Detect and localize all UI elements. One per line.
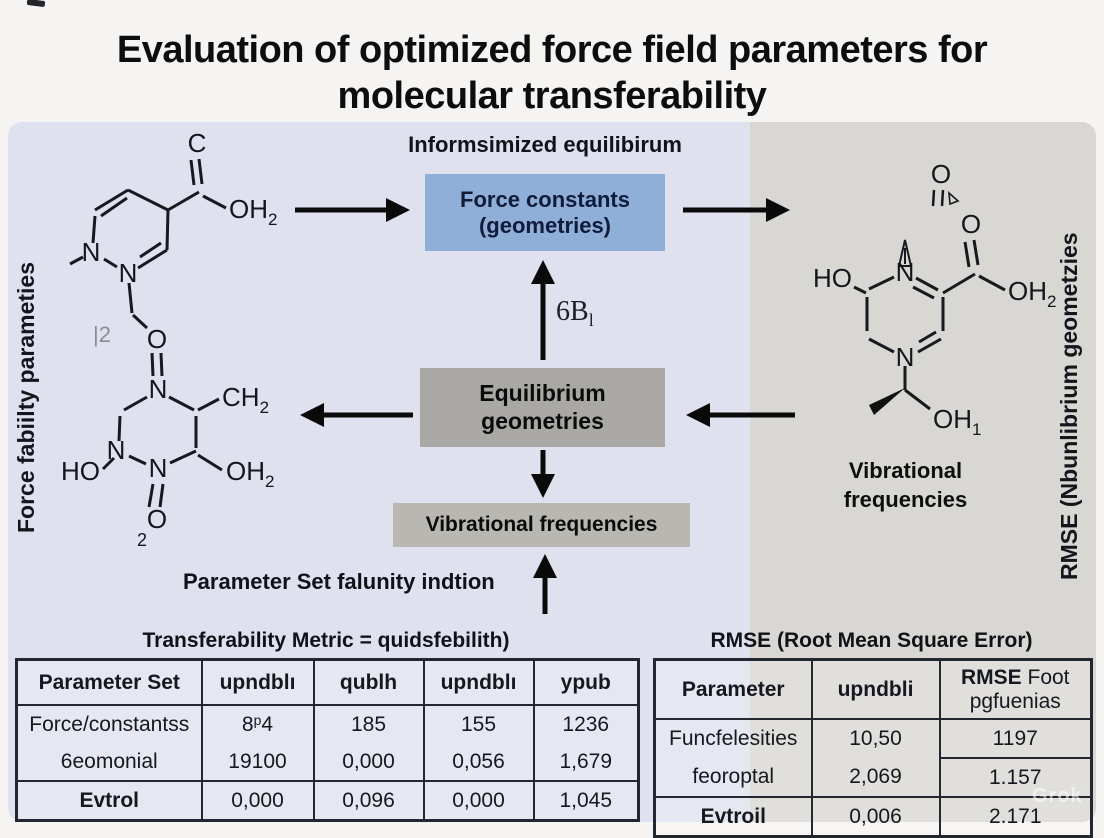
force-constants-box [425,174,665,251]
atom-o-bottom: O [146,504,168,534]
col-header: upndblı [202,660,314,706]
atom-n-top-right: N [895,257,915,287]
atom-oh1-right: $OH_1$ [933,404,982,439]
atom-ch2: $CH_2$ [222,382,270,417]
vibrational-frequencies-box [393,503,690,547]
table-row [655,758,1092,797]
row-label: Funcfelesities [655,719,812,758]
atom-o-top: O [930,159,952,189]
atom-c: C [187,128,207,158]
row-label: Evtrol [17,781,202,821]
atom-n-left: N [81,237,101,267]
col-header: Parameter [655,660,812,720]
atom-n-bottom: N [118,258,138,288]
atom-ho: HO [61,456,100,486]
rmse-table [653,658,1093,838]
atom-n-bottom2: N [148,453,168,483]
left-axis-label: Force fabiilty parameties [13,262,39,533]
equilibrium-line1: Equilibrium [479,380,606,407]
cell: 155 [424,705,534,743]
flow-bottom-label: Parameter Set falunity indtion [183,569,495,594]
table-row [17,743,639,781]
right-molecule-caption [818,456,993,514]
force-constants-line1: Force constants [460,186,630,212]
vibrational-label: Vibrational frequencies [425,512,658,536]
right-axis-label: RMSE (Nbunlibrium geometzies [1056,232,1082,580]
atom-stray-2: 2 [137,530,148,550]
cell: 1197 [940,719,1092,758]
row-label: 6eomonial [17,743,202,781]
cell: 1,045 [534,781,639,821]
left-table-title: Transferability Metric = quidsfebilith) [142,629,510,652]
cell: 0,006 [812,797,940,837]
cell: 0,000 [202,781,314,821]
watermark: Grok [1032,785,1083,807]
caption-line-2: frequencies [843,487,968,513]
col-header: qublh [314,660,424,706]
atom-o-link: O [146,324,168,354]
equilibrium-geometries-box [420,368,665,447]
cell: 2.171 [940,797,1092,837]
cell: 2,069 [812,758,940,797]
row-label: feoroptal [655,758,812,797]
title-line-2: molecular transferability [337,74,767,117]
table-row [17,781,639,821]
row-label: Force/constantss [17,705,202,743]
col-header: Parameter Set [17,660,202,706]
equilibrium-line2: geometries [481,407,604,434]
row-label: Evtroil [655,797,812,837]
cell: 0,000 [314,743,424,781]
cell: 0,000 [424,781,534,821]
flow-top-label: Informsimized equilibirum [408,132,682,157]
col-header: upndbli [812,660,940,720]
caption-line-1: Vibrational [848,458,963,483]
atom-n-bottom-right: N [895,342,915,372]
table-row [655,719,1092,758]
transferability-table [15,658,640,822]
annotation-main: 6B [556,296,589,327]
atom-o-carbonyl: O [960,209,982,239]
col-header-rmse: RMSE Foot pgfuenias [940,660,1092,720]
table-header-row [17,660,639,706]
atom-oh2b: $OH_2$ [226,456,275,491]
table-header-row [655,660,1092,720]
atom-oh2-right: $OH_2$ [1008,276,1057,311]
right-table-title: RMSE (Root Mean Square Error) [710,629,1033,652]
cell: 1236 [534,705,639,743]
col-header: ypub [534,660,639,706]
cell: 0,096 [314,781,424,821]
corner-artifact [27,0,46,7]
cell: 185 [314,705,424,743]
cell-sup: 8$^p$4 [202,705,314,743]
force-constants-line2: (geometries) [478,212,612,238]
cell: 19100 [202,743,314,781]
atom-ho-right: HO [813,263,852,293]
col-header: upndblı [424,660,534,706]
title-line-1: Evaluation of optimized force field parameters for [116,29,988,71]
table-row [17,705,639,743]
cell: 0,056 [424,743,534,781]
cell: 1.157 [940,758,1092,797]
atom-n-left2: N [106,435,126,465]
atom-oh2: $OH_2$ [229,194,278,229]
table-row [655,797,1092,837]
page-title [0,28,1104,119]
atom-n-top: N [148,374,168,404]
annotation-sub: l [588,310,594,330]
cell: 10,50 [812,719,940,758]
cell: 1,679 [534,743,639,781]
atom-tag-2: |2 [93,322,111,347]
arrow-annotation-6b [556,296,594,331]
